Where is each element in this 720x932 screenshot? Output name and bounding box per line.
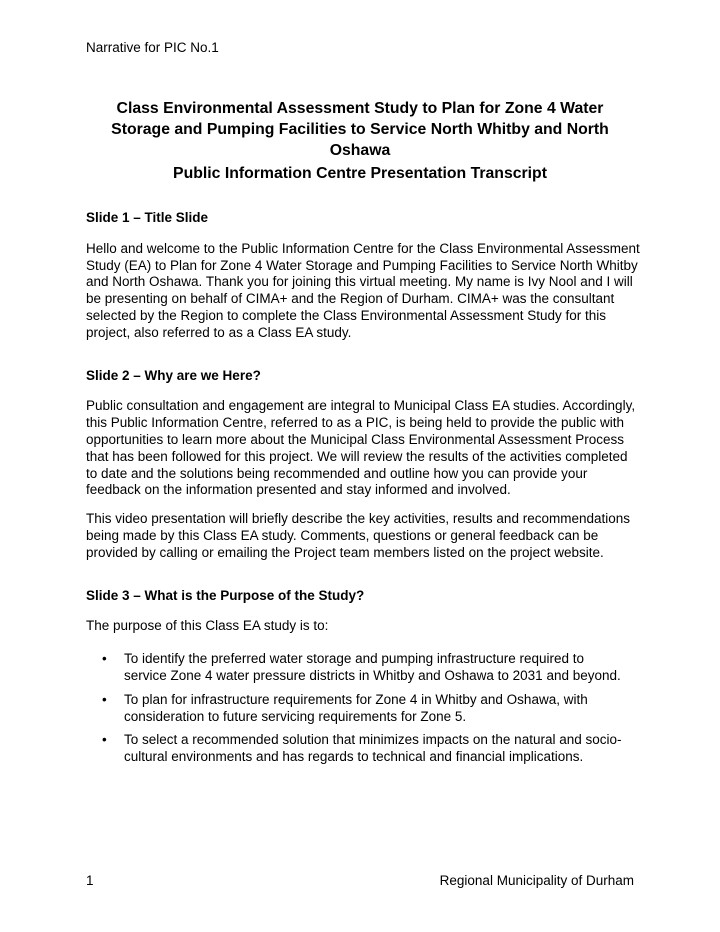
page-number: 1 (86, 873, 94, 888)
document-title: Class Environmental Assessment Study to Plan for Zone 4 Water Storage and Pumping Facilities to Service North Whitby and North Oshawa (111, 100, 609, 159)
bullet-icon: • (102, 691, 107, 707)
list-item (86, 651, 642, 685)
paragraph: This video presentation will briefly describe the key activities, results and recommendations being made by this Class EA study. Comments, questions or general feedback can be provided by calling or emailing the Project team members listed on the project website. (86, 511, 631, 560)
list-item-text: To plan for infrastructure requirements for Zone 4 in Whitby and Oshawa, with consideration to future servicing requirements for Zone 5. (124, 691, 588, 724)
bullet-icon: • (102, 732, 107, 748)
document-subtitle: Public Information Centre Presentation Transcript (173, 165, 547, 182)
page-footer (86, 873, 634, 888)
footer-organization: Regional Municipality of Durham (439, 873, 634, 888)
list-item (86, 692, 642, 726)
bullet-icon: • (102, 651, 107, 667)
section-heading-slide-2: Slide 2 – Why are we Here? (86, 367, 261, 383)
page-header: Narrative for PIC No.1 (86, 40, 219, 55)
section-heading-slide-1: Slide 1 – Title Slide (86, 210, 209, 225)
paragraph: Hello and welcome to the Public Information Centre for the Class Environmental Assessment Study (EA) to Plan for Zone 4 Water Storage and Pumping Facilities to Service North Whitby and North Oshawa. Thank you for joining this virtual meeting. My name is Ivy Nool and I will be presenting on behalf of CIMA+ and the Region of Durham. CIMA+ was the consultant selected by the Region to complete the Class Environmental Assessment Study for this project, also referred to as a Class EA study. (86, 240, 640, 340)
section-heading-slide-3: Slide 3 – What is the Purpose of the Study? (86, 587, 365, 603)
list-item-text: To identify the preferred water storage and pumping infrastructure required to service Zone 4 water pressure districts in Whitby and Oshawa to 2031 and beyond. (124, 651, 621, 683)
list-item (86, 732, 642, 766)
paragraph: Public consultation and engagement are integral to Municipal Class EA studies. Accordingly, this Public Information Centre, referred to as a PIC, is being held to provide the public with opportunities to learn more about the Municipal Class Environmental Assessment Process that has been followed for this project. We will review the results of the activities completed to date and the solutions being recommended and outline how you can provide your feedback on the information presented and stay informed and involved. (86, 398, 636, 498)
purpose-list (86, 651, 642, 766)
document-body (86, 210, 642, 773)
paragraph: The purpose of this Class EA study is to: (86, 618, 329, 634)
list-item-text: To select a recommended solution that minimizes impacts on the natural and socio-cultural environments and has regards to technical and financial implications. (124, 732, 622, 765)
